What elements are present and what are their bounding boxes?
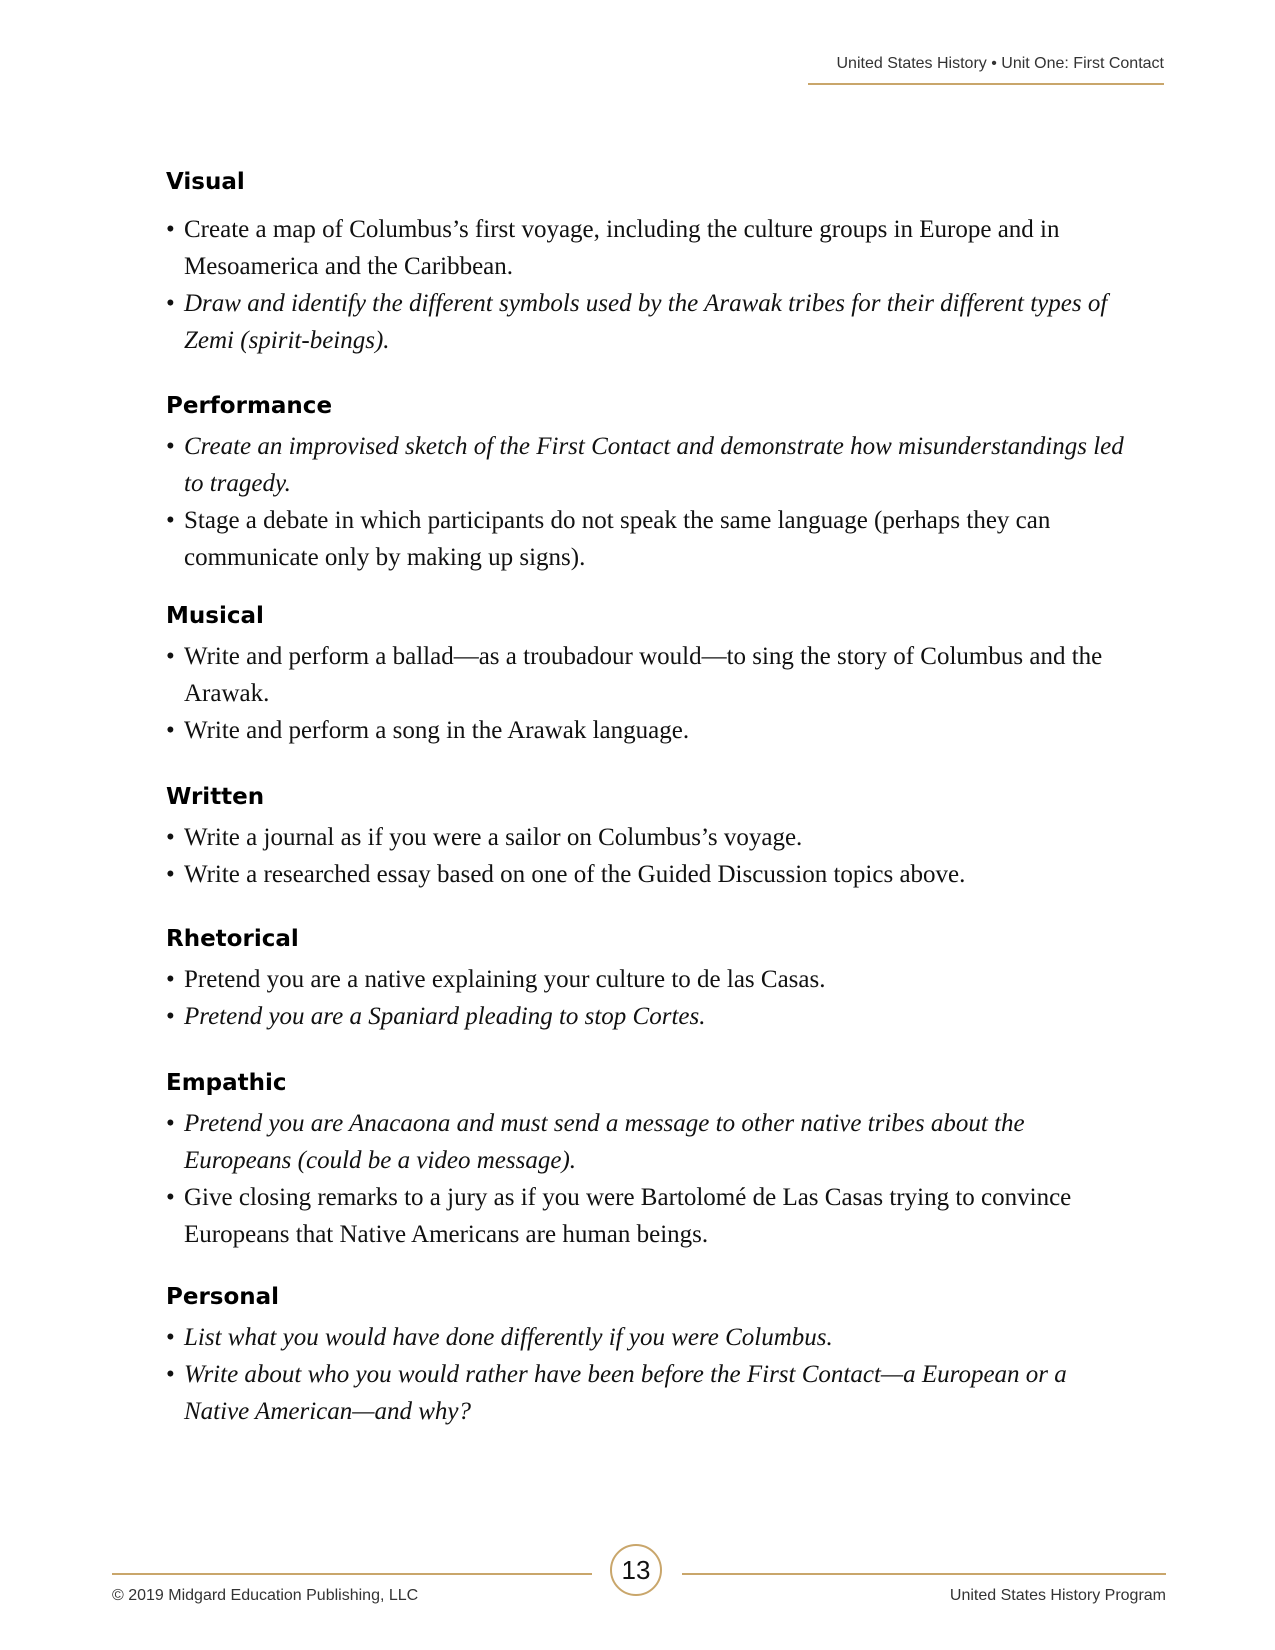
activity-sections (166, 168, 1126, 1430)
bullet-icon: • (166, 1003, 175, 1030)
bullet-icon: • (166, 507, 175, 534)
item-list (166, 1319, 1126, 1430)
item-text: Write a journal as if you were a sailor on Columbus’s voyage. (184, 824, 803, 851)
bullet-icon: • (166, 1361, 175, 1388)
item-text: Pretend you are a Spaniard pleading to stop Cortes. (184, 1003, 706, 1030)
section-musical (166, 602, 1126, 749)
section-heading: Performance (166, 393, 333, 419)
item-text: Create an improvised sketch of the First Contact and demonstrate how misunderstandings led to tragedy. (184, 433, 1124, 497)
footer-program: United States History Program (949, 1587, 1166, 1604)
list-item (166, 856, 1126, 893)
item-text: Write about who you would rather have been before the First Contact—a European or a Native American—and why? (184, 1361, 1067, 1425)
bullet-icon: • (166, 966, 175, 993)
item-list (166, 638, 1126, 749)
section-empathic (166, 1069, 1126, 1253)
page-number: 13 (610, 1544, 662, 1596)
section-heading: Written (166, 784, 265, 810)
item-text: Write and perform a song in the Arawak language. (184, 717, 690, 744)
list-item (166, 1356, 1126, 1430)
running-head: United States History • Unit One: First Contact (808, 51, 1164, 85)
bullet-icon: • (166, 216, 175, 243)
item-text: Create a map of Columbus’s first voyage, including the culture groups in Europe and in Mesoamerica and the Caribbean. (184, 216, 1060, 280)
item-text: Stage a debate in which participants do not speak the same language (perhaps they can communicate only by making up signs). (184, 507, 1051, 571)
footer-rule-left (112, 1573, 592, 1575)
section-heading: Rhetorical (166, 926, 299, 952)
bullet-icon: • (166, 1110, 175, 1137)
bullet-icon: • (166, 1324, 175, 1351)
list-item (166, 638, 1126, 712)
section-rhetorical (166, 925, 1126, 1035)
list-item (166, 1319, 1126, 1356)
list-item (166, 502, 1126, 576)
bullet-icon: • (166, 1184, 175, 1211)
list-item (166, 428, 1126, 502)
bullet-icon: • (166, 861, 175, 888)
bullet-icon: • (166, 824, 175, 851)
list-item (166, 285, 1126, 359)
section-written (166, 783, 1126, 893)
footer-rule-right (682, 1573, 1166, 1575)
bullet-icon: • (166, 433, 175, 460)
section-visual (166, 168, 1126, 359)
item-list (166, 819, 1126, 893)
item-text: List what you would have done differently if you were Columbus. (184, 1324, 833, 1351)
list-item (166, 998, 1126, 1035)
item-text: Write and perform a ballad—as a troubadour would—to sing the story of Columbus and the Arawak. (184, 643, 1103, 707)
list-item (166, 1179, 1126, 1253)
item-text: Write a researched essay based on one of the Guided Discussion topics above. (184, 861, 966, 888)
item-list (166, 1105, 1126, 1253)
list-item (166, 961, 1126, 998)
footer-copyright: © 2019 Midgard Education Publishing, LLC (112, 1587, 419, 1604)
section-heading: Visual (166, 169, 245, 195)
item-list (166, 428, 1126, 576)
section-personal (166, 1283, 1126, 1430)
list-item (166, 211, 1126, 285)
item-list (166, 961, 1126, 1035)
item-text: Pretend you are a native explaining your culture to de las Casas. (184, 966, 826, 993)
section-heading: Personal (166, 1284, 280, 1310)
list-item (166, 819, 1126, 856)
item-text: Pretend you are Anacaona and must send a message to other native tribes about the Europeans (could be a video message). (184, 1110, 1025, 1174)
bullet-icon: • (166, 717, 175, 744)
item-list (166, 211, 1126, 359)
bullet-icon: • (166, 643, 175, 670)
item-text: Draw and identify the different symbols used by the Arawak tribes for their different types of Zemi (spirit-beings). (184, 290, 1108, 354)
list-item (166, 712, 1126, 749)
list-item (166, 1105, 1126, 1179)
bullet-icon: • (166, 290, 175, 317)
section-heading: Musical (166, 603, 264, 629)
section-heading: Empathic (166, 1070, 287, 1096)
item-text: Give closing remarks to a jury as if you were Bartolomé de Las Casas trying to convince Europeans that Native Americans are human beings. (184, 1184, 1072, 1248)
section-performance (166, 392, 1126, 576)
